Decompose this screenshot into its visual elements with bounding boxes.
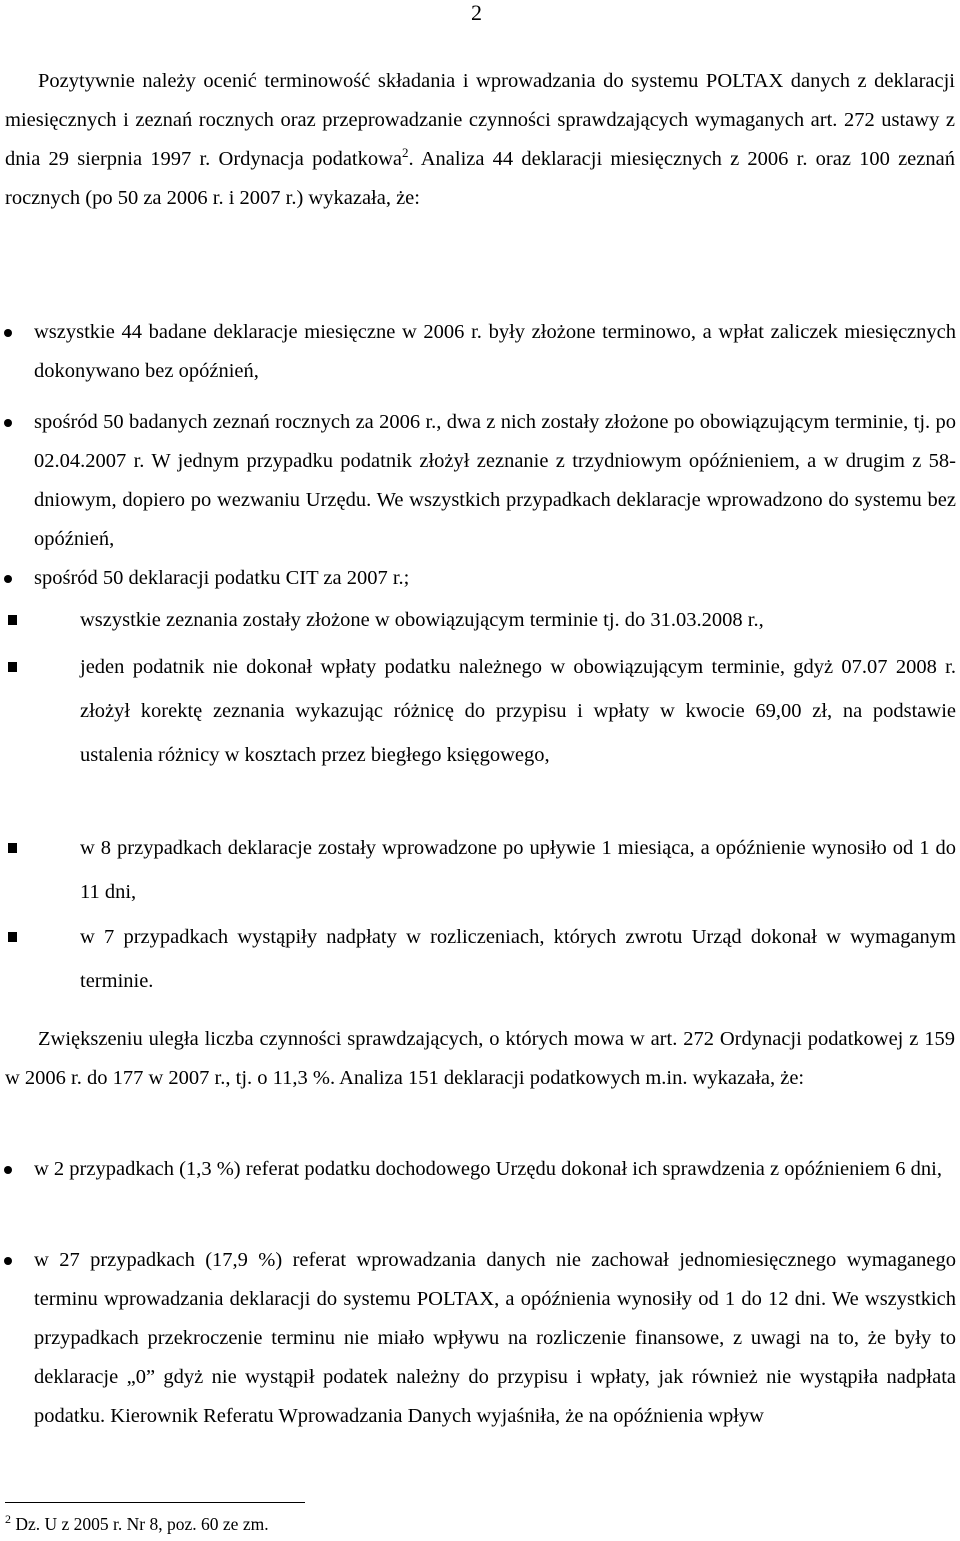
square-bullet-icon bbox=[8, 932, 17, 942]
sub-list-item bbox=[80, 645, 956, 777]
intro-text-after: . Analiza 44 deklaracji miesięcznych z 2006 r. oraz 100 zeznań rocznych (po 50 za 2006 r. i 2007 r.) wykazała, że: bbox=[5, 148, 955, 209]
list-item bbox=[34, 313, 956, 391]
sub-list-item-text: w 8 przypadkach deklaracje zostały wprowadzone po upływie 1 miesiąca, a opóźnienie wynosiło od 1 do 11 dni, bbox=[80, 837, 956, 903]
sub-list-item bbox=[80, 826, 956, 914]
sub-list-item bbox=[80, 598, 956, 642]
list-item-text: w 27 przypadkach (17,9 %) referat wprowadzania danych nie zachował jednomiesięcznego wymaganego terminu wprowadzania deklaracji do systemu POLTAX, a opóźnienia wynosiły od 1 do 12 dni. We wszystkich przypadkach przekroczenie terminu nie miało wpływu na rozliczenie finansowe, z uwagi na to, że były to deklaracje „0” gdyż nie wystąpił podatek należny do przypisu i wpłaty, jak również nie wystąpiła nadpłata podatku. Kierownik Referatu Wprowadzania Danych wyjaśniła, że na opóźnienia wpływ bbox=[34, 1249, 956, 1427]
intro-text: Pozytywnie należy ocenić terminowość składania i wprowadzania do systemu POLTAX danych z deklaracji miesięcznych i zeznań rocznych oraz przeprowadzanie czynności sprawdzających wymaganych art. 272 ustawy z dnia 29 sierpnia 1997 r. Ordynacja podatkowa bbox=[5, 70, 955, 170]
list-item-text: wszystkie 44 badane deklaracje miesięczne w 2006 r. były złożone terminowo, a wpłat zaliczek miesięcznych dokonywano bez opóźnień, bbox=[34, 321, 956, 382]
bullet-icon bbox=[4, 329, 12, 337]
bullet-icon bbox=[4, 1257, 12, 1265]
sub-list-item-text: w 7 przypadkach wystąpiły nadpłaty w rozliczeniach, których zwrotu Urząd dokonał w wymaganym terminie. bbox=[80, 926, 956, 992]
list-item bbox=[34, 1241, 956, 1436]
footnote-ref: 2 bbox=[402, 145, 409, 161]
list-item-text: w 2 przypadkach (1,3 %) referat podatku dochodowego Urzędu dokonał ich sprawdzenia z opóźnieniem 6 dni, bbox=[34, 1158, 942, 1180]
square-bullet-icon bbox=[8, 615, 17, 625]
bullet-icon bbox=[4, 575, 12, 583]
sub-list-item bbox=[80, 915, 956, 1003]
square-bullet-icon bbox=[8, 843, 17, 853]
bullet-icon bbox=[4, 419, 12, 427]
list-item bbox=[34, 1150, 956, 1189]
list-item-text: spośród 50 badanych zeznań rocznych za 2006 r., dwa z nich zostały złożone po obowiązującym terminie, tj. po 02.04.2007 r. W jednym przypadku podatnik złożył zeznanie z trzydniowym opóźnieniem, a w drugim z 58-dniowym, dopiero po wezwaniu Urzędu. We wszystkich przypadkach deklaracje wprowadzono do systemu bez opóźnień, bbox=[34, 411, 956, 550]
intro-paragraph bbox=[5, 62, 955, 218]
footnote-marker: 2 bbox=[5, 1512, 11, 1527]
square-bullet-icon bbox=[8, 662, 17, 672]
list-item bbox=[34, 559, 956, 598]
list-item bbox=[34, 403, 956, 559]
footnote-text: Dz. U z 2005 r. Nr 8, poz. 60 ze zm. bbox=[11, 1514, 269, 1534]
sub-list-item-text: jeden podatnik nie dokonał wpłaty podatku należnego w obowiązującym terminie, gdyż 07.07 2008 r. złożył korektę zeznania wykazując różnicę do przypisu i wpłaty w kwocie 69,00 zł, na podstawie ustalenia różnicy w kosztach przez biegłego księgowego, bbox=[80, 656, 956, 766]
footnote-separator bbox=[5, 1502, 305, 1503]
body-paragraph: Zwiększeniu uległa liczba czynności sprawdzających, o których mowa w art. 272 Ordynacji podatkowej z 159 w 2006 r. do 177 w 2007 r., tj. o 11,3 %. Analiza 151 deklaracji podatkowych m.in. wykazała, że: bbox=[5, 1028, 955, 1089]
list-item-text: spośród 50 deklaracji podatku CIT za 2007 r.; bbox=[34, 567, 410, 589]
footnote bbox=[5, 1513, 269, 1535]
sub-list-item-text: wszystkie zeznania zostały złożone w obowiązującym terminie tj. do 31.03.2008 r., bbox=[80, 609, 764, 631]
bullet-icon bbox=[4, 1166, 12, 1174]
page-number: 2 bbox=[471, 0, 482, 25]
